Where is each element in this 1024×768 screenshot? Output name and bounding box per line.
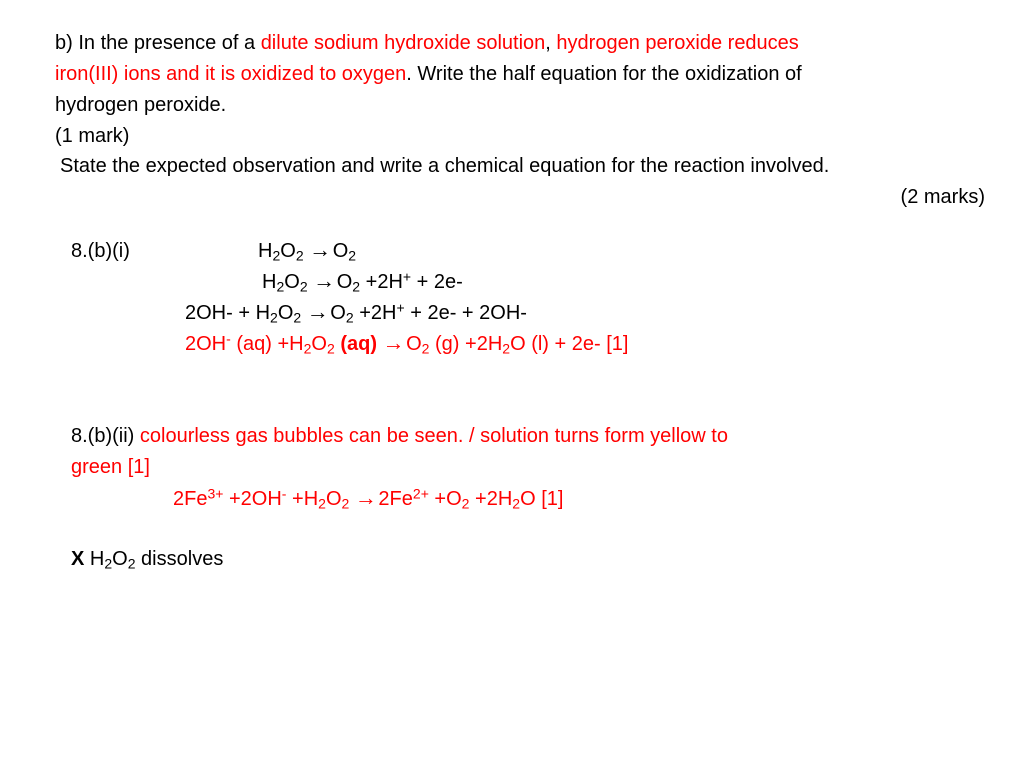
question-line-3: hydrogen peroxide. <box>55 94 227 116</box>
answer-ii-observation-line-1 <box>71 424 728 448</box>
answer-i-label: 8.(b)(i) <box>71 240 130 262</box>
answer-i-final-equation: 2OH- $(aq) +H_2O_2$ $(aq) \to O_2$ $(g) +2H_2O$ (l) + 2e- [1] <box>185 330 629 357</box>
answer-i-equation-1: $H_2O_2 \to O_2$ <box>258 237 357 264</box>
question-text: b) In the presence of a <box>55 32 261 54</box>
answer-ii-equation: $2Fe^{3+} +2OH^- +H_2O_2 \to 2Fe^{2+} +O_2 +2H_2O$ [1] <box>173 485 564 512</box>
note-line: X $H_2O_2$ dissolves <box>71 548 224 572</box>
question-text: , <box>545 32 557 54</box>
answer-ii-label: 8.(b)(ii) <box>71 425 140 447</box>
highlight-text: hydrogen peroxide reduces <box>556 32 799 54</box>
question-line-2 <box>55 62 802 86</box>
cross-mark: X <box>71 548 85 570</box>
answer-i-equation-2: $H_2O_2 \to O_2 +2H^+ + 2e-$ <box>262 268 463 295</box>
answer-ii-observation-line-2: green [1] <box>71 456 150 478</box>
question-line-1 <box>55 31 799 55</box>
question-marks-2: (2 marks) <box>900 186 985 208</box>
observation-text: colourless gas bubbles can be seen. / solution turns form yellow to <box>139 425 728 447</box>
highlight-text: iron(III) ions and it is oxidized to oxygen <box>55 63 407 85</box>
question-line-5: State the expected observation and write a chemical equation for the reaction involved. <box>60 155 830 177</box>
highlight-text: dilute sodium hydroxide solution <box>260 32 546 54</box>
question-text: . Write the half equation for the oxidization of <box>406 63 802 85</box>
answer-i-equation-3: $2OH- + H_2O_2 \to O_2 +2H^+ + 2e- + 2OH-$ <box>185 299 527 326</box>
question-marks-1: (1 mark) <box>55 125 130 147</box>
